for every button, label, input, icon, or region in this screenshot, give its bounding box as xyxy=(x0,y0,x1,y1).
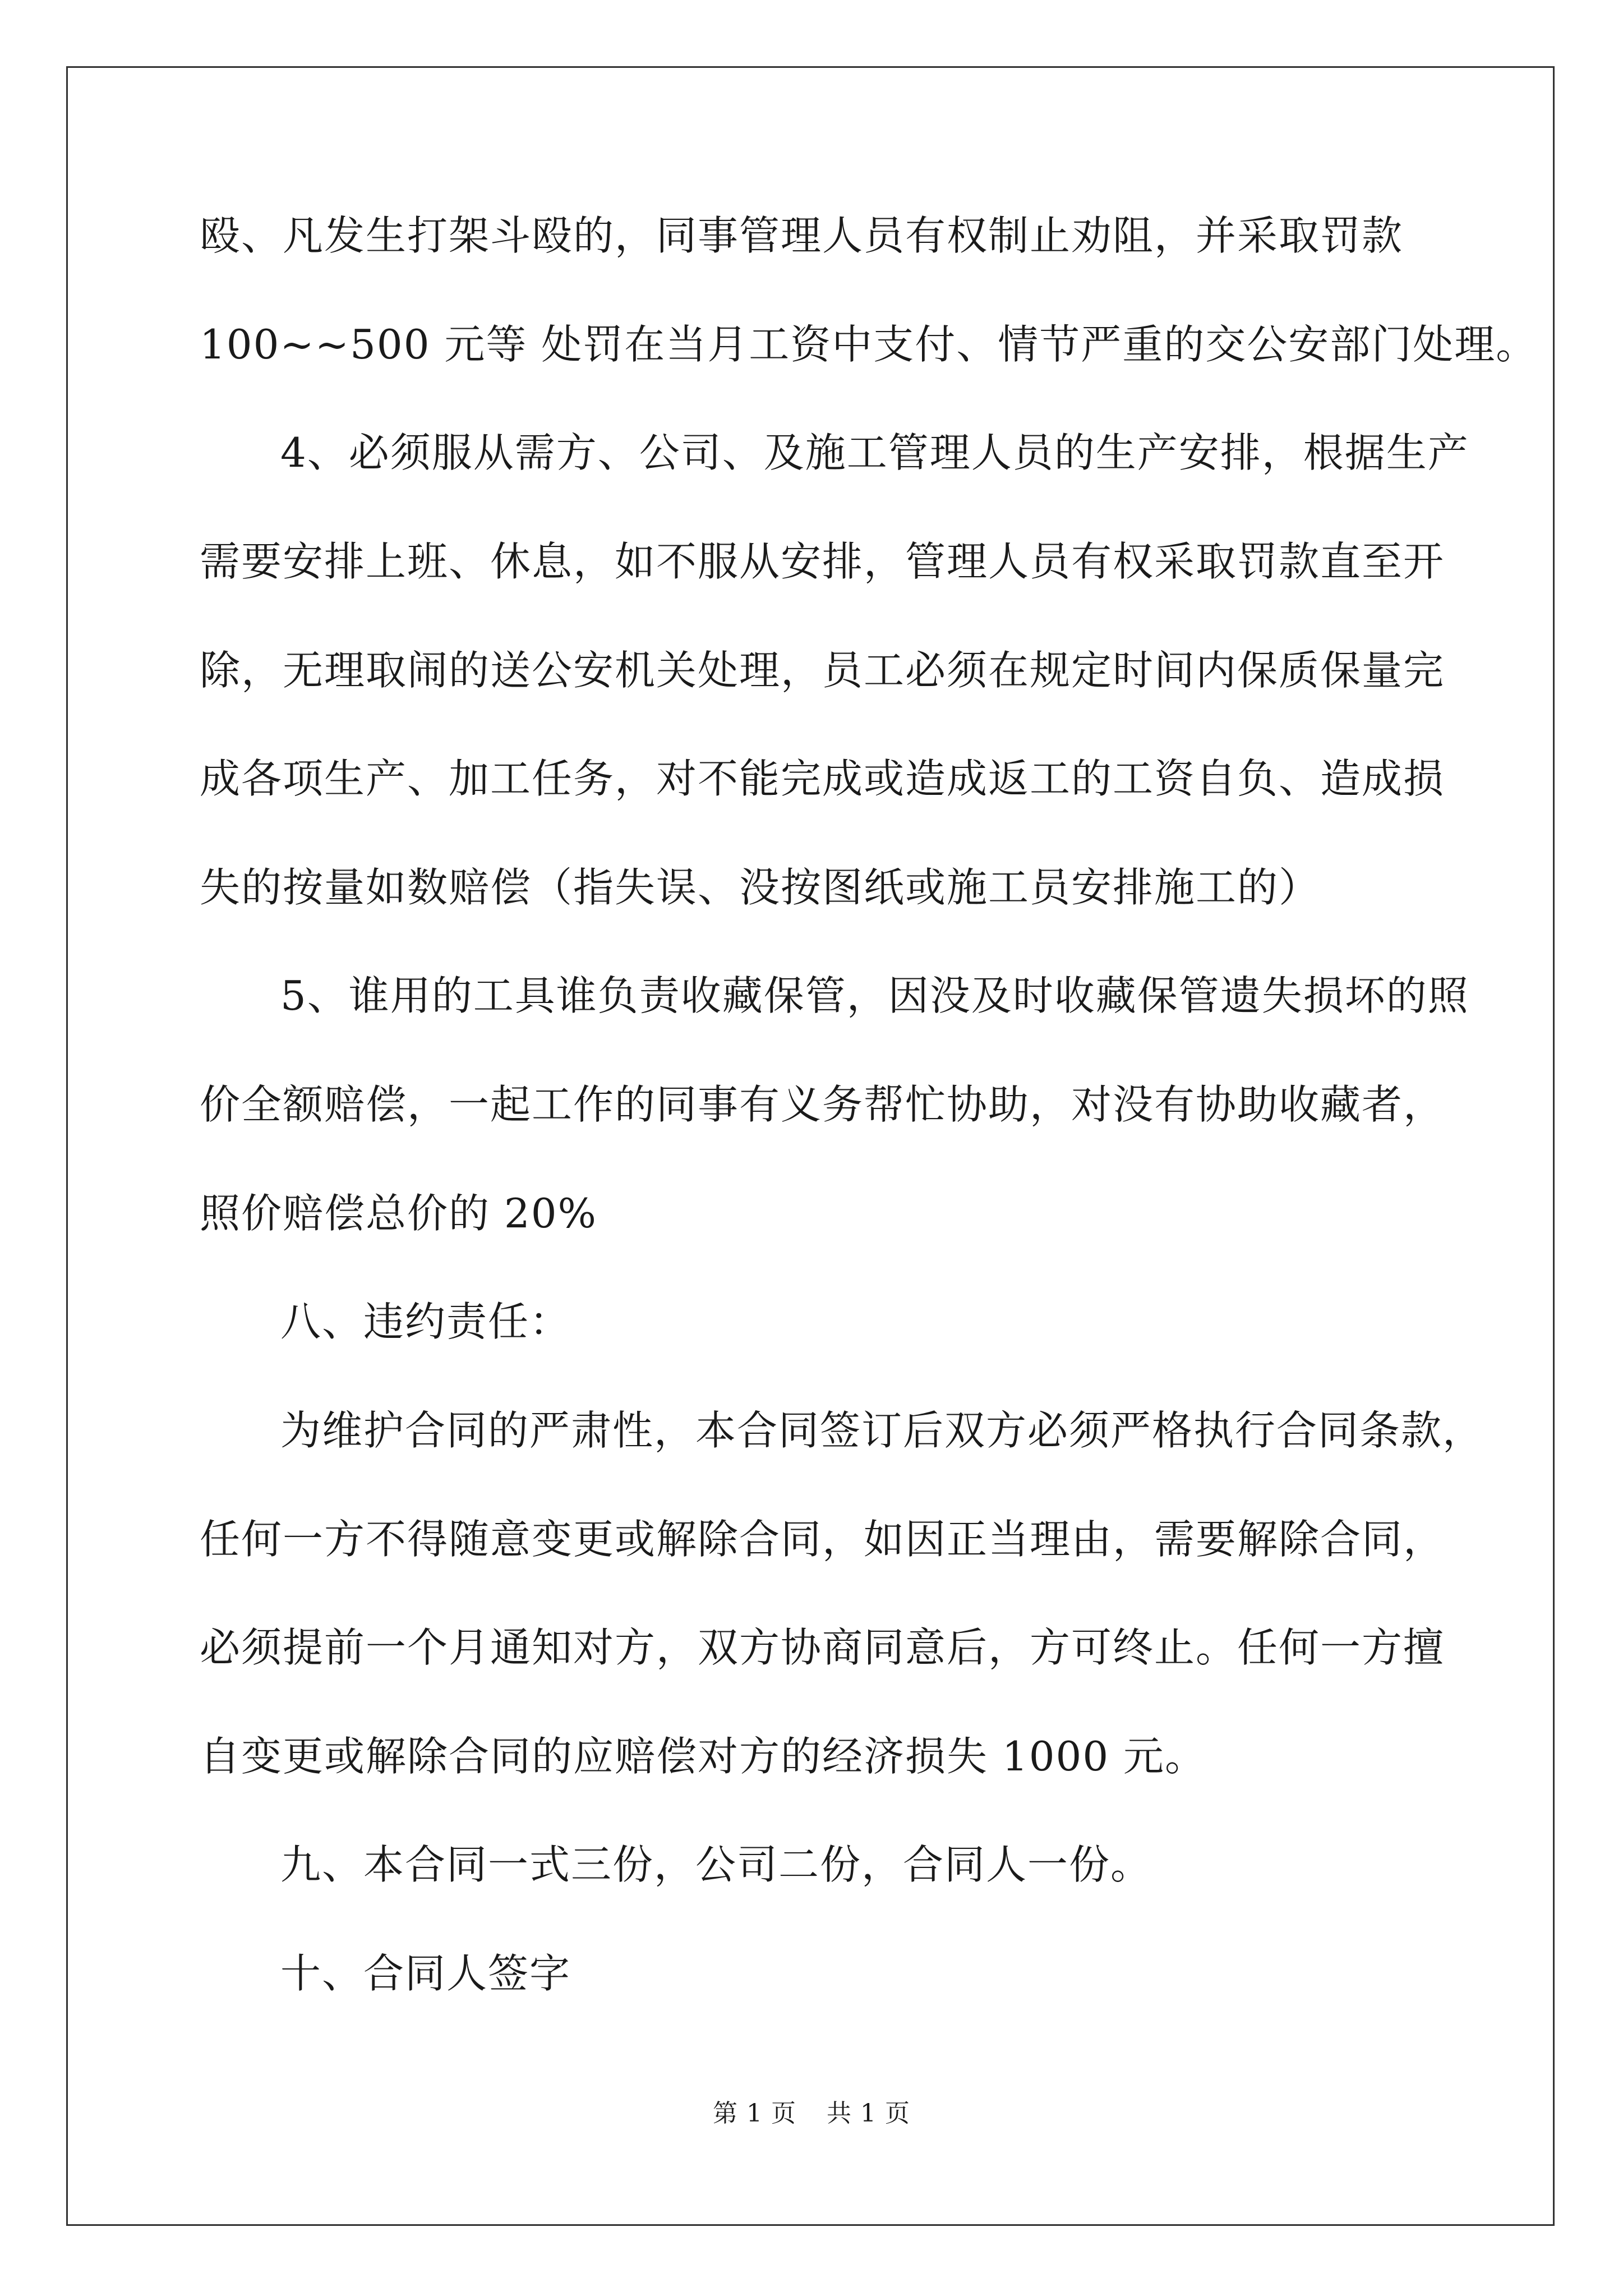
body-line-4: 需要安排上班、休息，如不服从安排，管理人员有权采取罚款直至开 xyxy=(200,538,1445,585)
body-line-8: 5、谁用的工具谁负责收藏保管，因没及时收藏保管遗失损坏的照 xyxy=(280,972,1469,1019)
body-line-13: 任何一方不得随意变更或解除合同，如因正当理由，需要解除合同， xyxy=(200,1516,1445,1563)
page-total: 共 1 页 xyxy=(827,2099,910,2128)
section-heading-breach: 八、违约责任： xyxy=(280,1298,571,1345)
body-line-14: 必须提前一个月通知对方，双方协商同意后，方可终止。任何一方擅 xyxy=(200,1624,1445,1671)
body-line-12: 为维护合同的严肃性，本合同签订后双方必须严格执行合同条款， xyxy=(280,1407,1484,1454)
body-line-9: 价全额赔偿，一起工作的同事有义务帮忙协助，对没有协助收藏者， xyxy=(200,1081,1445,1128)
body-line-7: 失的按量如数赔偿（指失误、没按图纸或施工员安排施工的） xyxy=(200,864,1321,911)
body-line-6: 成各项生产、加工任务，对不能完成或造成返工的工资自负、造成损 xyxy=(200,755,1445,802)
section-heading-signature: 十、合同人签字 xyxy=(280,1950,571,1997)
page-border xyxy=(66,66,1555,2226)
page-footer xyxy=(0,2097,1623,2131)
page-number: 第 1 页 xyxy=(713,2099,796,2128)
body-line-5: 除，无理取闹的送公安机关处理，员工必须在规定时间内保质保量完 xyxy=(200,647,1445,694)
body-line-15: 自变更或解除合同的应赔偿对方的经济损失 1000 元。 xyxy=(200,1733,1207,1780)
body-line-3: 4、必须服从需方、公司、及施工管理人员的生产安排，根据生产 xyxy=(280,429,1469,476)
section-heading-copies: 九、本合同一式三份，公司二份，合同人一份。 xyxy=(280,1841,1152,1888)
body-line-1: 殴、凡发生打架斗殴的，同事管理人员有权制止劝阻，并采取罚款 xyxy=(200,212,1404,259)
body-line-10: 照价赔偿总价的 20% xyxy=(200,1190,597,1237)
body-line-2: 100~~500 元等 处罚在当月工资中支付、情节严重的交公安部门处理。 xyxy=(200,321,1538,368)
